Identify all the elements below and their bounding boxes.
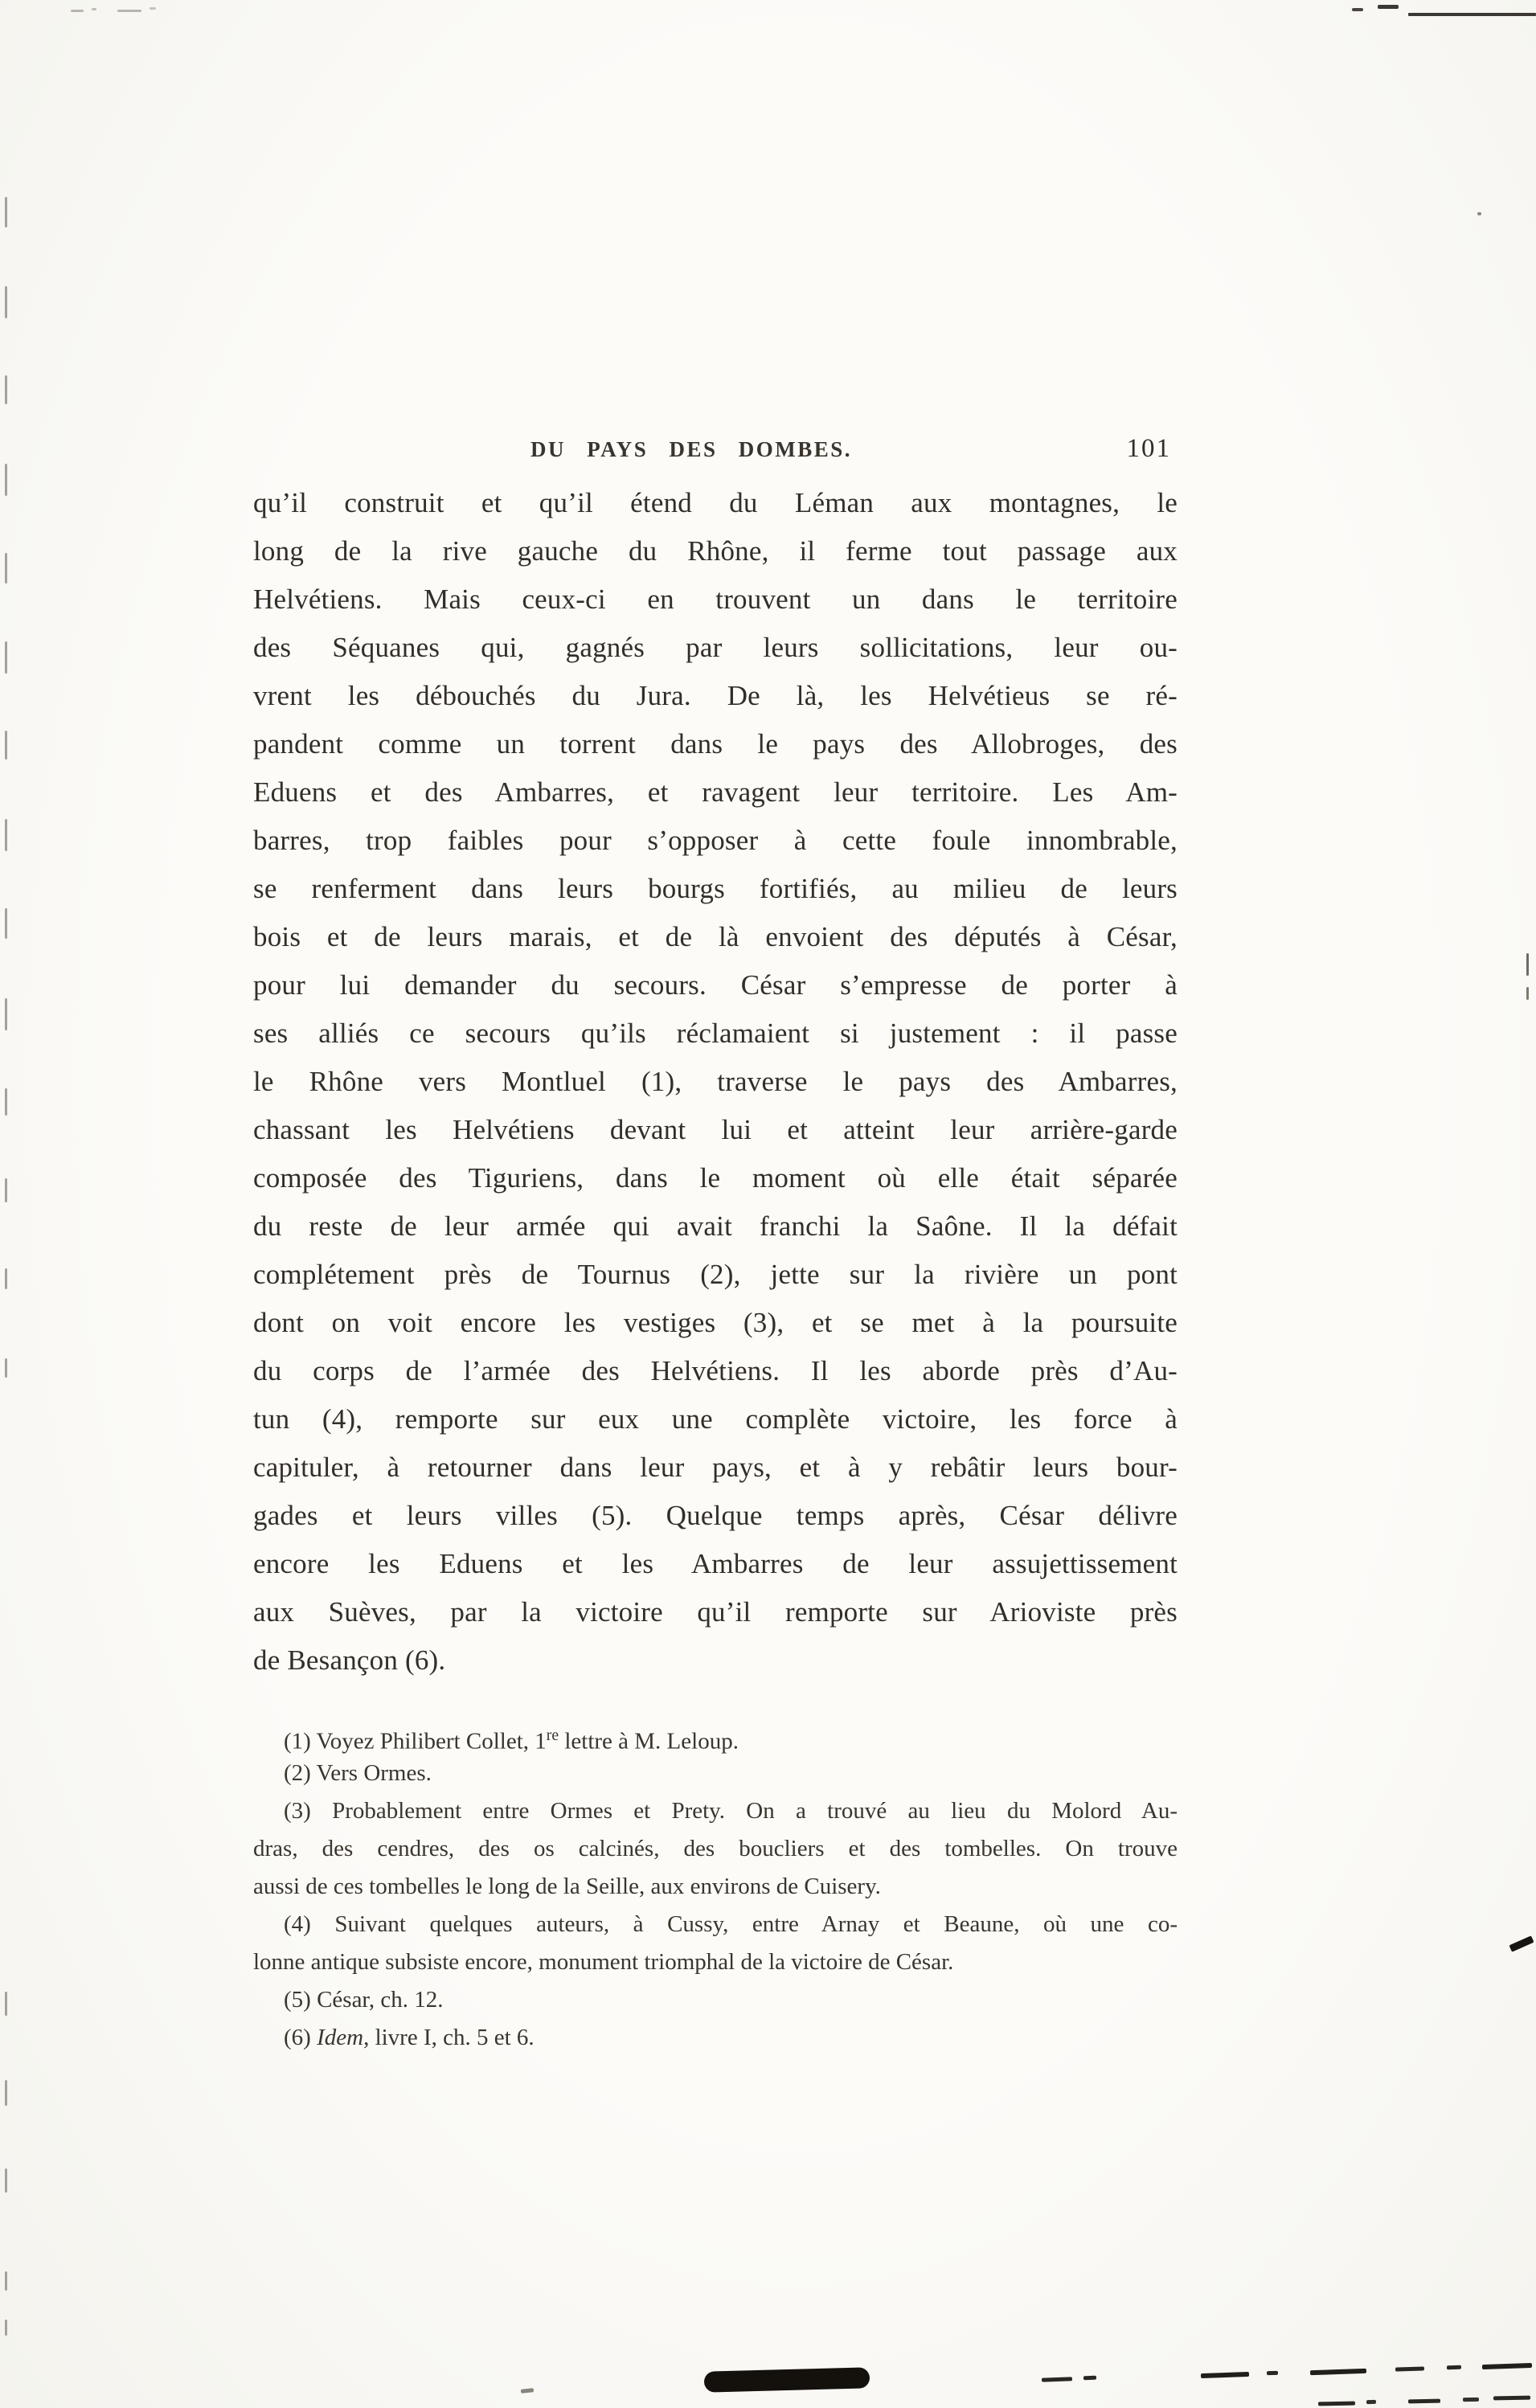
- body-line: gades et leurs villes (5). Quelque temps après, César délivre: [253, 1500, 1178, 1531]
- footnote-line: [253, 1981, 1178, 2019]
- margin-tick-mark: [5, 819, 7, 851]
- body-line: pour lui demander du secours. César s’empresse de porter à: [253, 969, 1178, 1001]
- body-line: du reste de leur armée qui avait franchi la Saône. Il la défait: [253, 1210, 1178, 1242]
- body-line: long de la rive gauche du Rhône, il ferme tout passage aux: [253, 535, 1178, 567]
- margin-tick-mark: [5, 731, 7, 760]
- footnote-line: [253, 1906, 1178, 1943]
- footnote-text: , livre I, ch. 5 et 6.: [363, 2025, 535, 2050]
- scan-mark: [1526, 953, 1529, 976]
- margin-tick-mark: [5, 2271, 7, 2291]
- body-text: [253, 479, 1178, 1685]
- footnote-line: [253, 1792, 1178, 1830]
- scan-mark: [1526, 987, 1529, 1000]
- margin-tick-mark: [5, 1992, 7, 2016]
- body-line: composée des Tiguriens, dans le moment où elle était séparée: [253, 1162, 1178, 1194]
- footnote-text: Idem: [317, 2025, 364, 2050]
- scan-mark: [1408, 2399, 1440, 2404]
- body-line: de Besançon (6).: [253, 1644, 446, 1676]
- scan-mark: [1493, 2396, 1530, 2401]
- body-line: capituler, à retourner dans leur pays, et à y rebâtir leurs bour-: [253, 1452, 1178, 1483]
- scan-mark: [1352, 8, 1363, 11]
- scan-mark: [1447, 2365, 1461, 2370]
- margin-tick-mark: [5, 375, 7, 404]
- margin-tick-mark: [5, 2168, 7, 2193]
- footnote-line: [253, 1717, 1178, 1755]
- body-line: complétement près de Tournus (2), jette sur la rivière un pont: [253, 1259, 1178, 1290]
- scan-mark: [1310, 2369, 1366, 2375]
- footnote-text: (6): [284, 2025, 317, 2050]
- running-title: DU PAYS DES DOMBES.: [530, 437, 853, 461]
- margin-tick-mark: [5, 1088, 7, 1116]
- scan-mark: [1366, 2400, 1376, 2404]
- footnote-text: re: [546, 1726, 559, 1744]
- body-line: ses alliés ce secours qu’ils réclamaient si justement : il passe: [253, 1018, 1178, 1049]
- body-line: qu’il construit et qu’il étend du Léman aux montagnes, le: [253, 487, 1178, 518]
- page-header: [253, 434, 1178, 469]
- scan-mark: [1201, 2372, 1249, 2378]
- margin-tick-mark: [5, 1178, 7, 1202]
- margin-tick-mark: [5, 908, 7, 939]
- scan-mark: [1509, 1935, 1534, 1951]
- margin-tick-mark: [5, 998, 7, 1030]
- footnote-text: lettre à M. Leloup.: [559, 1728, 739, 1755]
- page-number: 101: [1126, 434, 1171, 463]
- body-line: aux Suèves, par la victoire qu’il remporte sur Arioviste près: [253, 1596, 1178, 1628]
- footnote-text: (5) César, ch. 12.: [284, 1987, 444, 2013]
- scan-mark: [1463, 2398, 1479, 2402]
- margin-tick-mark: [5, 641, 7, 674]
- scan-mark: [1318, 2402, 1355, 2406]
- scan-mark: [1395, 2366, 1424, 2371]
- margin-tick-mark: [5, 197, 7, 227]
- scan-mark: [521, 2388, 534, 2394]
- margin-tick-mark: [5, 464, 7, 496]
- body-line: dont on voit encore les vestiges (3), et se met à la poursuite: [253, 1307, 1178, 1338]
- margin-tick-mark: [5, 1358, 7, 1378]
- scan-mark: [150, 7, 156, 10]
- margin-tick-mark: [5, 286, 7, 318]
- body-line: chassant les Helvétiens devant lui et atteint leur arrière-garde: [253, 1114, 1178, 1145]
- footnote-text: dras, des cendres, des os calcinés, des boucliers et des tombelles. On trouve: [253, 1836, 1178, 1861]
- footnote-line: [253, 1830, 1178, 1868]
- body-line: Eduens et des Ambarres, et ravagent leur territoire. Les Am-: [253, 776, 1178, 808]
- scan-mark: [1408, 13, 1536, 16]
- margin-tick-mark: [5, 553, 7, 584]
- scan-mark: [1378, 5, 1399, 9]
- body-line: des Séquanes qui, gagnés par leurs sollicitations, leur ou-: [253, 632, 1178, 663]
- margin-tick-mark: [5, 2080, 7, 2106]
- footnote-text: (4) Suivant quelques auteurs, à Cussy, entre Arnay et Beaune, où une co-: [284, 1911, 1178, 1937]
- footnote-line: [253, 1943, 1178, 1981]
- scan-mark: [1267, 2371, 1278, 2375]
- scan-mark: [1042, 2377, 1072, 2381]
- scan-mark: [71, 10, 84, 12]
- footnote-line: [253, 2019, 1178, 2057]
- footnote-text: aussi de ces tombelles le long de la Seille, aux environs de Cuisery.: [253, 1874, 881, 1899]
- margin-tick-mark: [5, 1268, 7, 1289]
- scan-mark: [1482, 2363, 1532, 2369]
- scan-mark: [1083, 2376, 1096, 2381]
- body-line: le Rhône vers Montluel (1), traverse le pays des Ambarres,: [253, 1066, 1178, 1097]
- footnote-text: (3) Probablement entre Ormes et Prety. On a trouvé au lieu du Molord Au-: [284, 1798, 1178, 1824]
- scan-mark: [92, 8, 96, 10]
- footnote-line: [253, 1755, 1178, 1792]
- body-line: bois et de leurs marais, et de là envoient des députés à César,: [253, 921, 1178, 952]
- footnote-text: (2) Vers Ormes.: [284, 1760, 432, 1786]
- body-line: se renferment dans leurs bourgs fortifiés, au milieu de leurs: [253, 873, 1178, 904]
- scan-mark: [704, 2367, 870, 2392]
- body-line: pandent comme un torrent dans le pays des Allobroges, des: [253, 728, 1178, 760]
- body-line: tun (4), remporte sur eux une complète victoire, les force à: [253, 1403, 1178, 1435]
- body-line: encore les Eduens et les Ambarres de leur assujettissement: [253, 1548, 1178, 1579]
- footnote-text: lonne antique subsiste encore, monument triomphal de la victoire de César.: [253, 1949, 954, 1975]
- footnote-line: [253, 1868, 1178, 1906]
- body-line: du corps de l’armée des Helvétiens. Il les aborde près d’Au-: [253, 1355, 1178, 1386]
- scan-mark: [1477, 212, 1481, 215]
- margin-tick-mark: [5, 2320, 7, 2336]
- footnotes: [253, 1717, 1178, 2057]
- body-line: Helvétiens. Mais ceux-ci en trouvent un dans le territoire: [253, 584, 1178, 615]
- scan-mark: [117, 10, 141, 12]
- body-line: vrent les débouchés du Jura. De là, les Helvétieus se ré-: [253, 680, 1178, 711]
- footnote-text: (1) Voyez Philibert Collet, 1: [284, 1728, 547, 1755]
- body-line: barres, trop faibles pour s’opposer à cette foule innombrable,: [253, 825, 1178, 856]
